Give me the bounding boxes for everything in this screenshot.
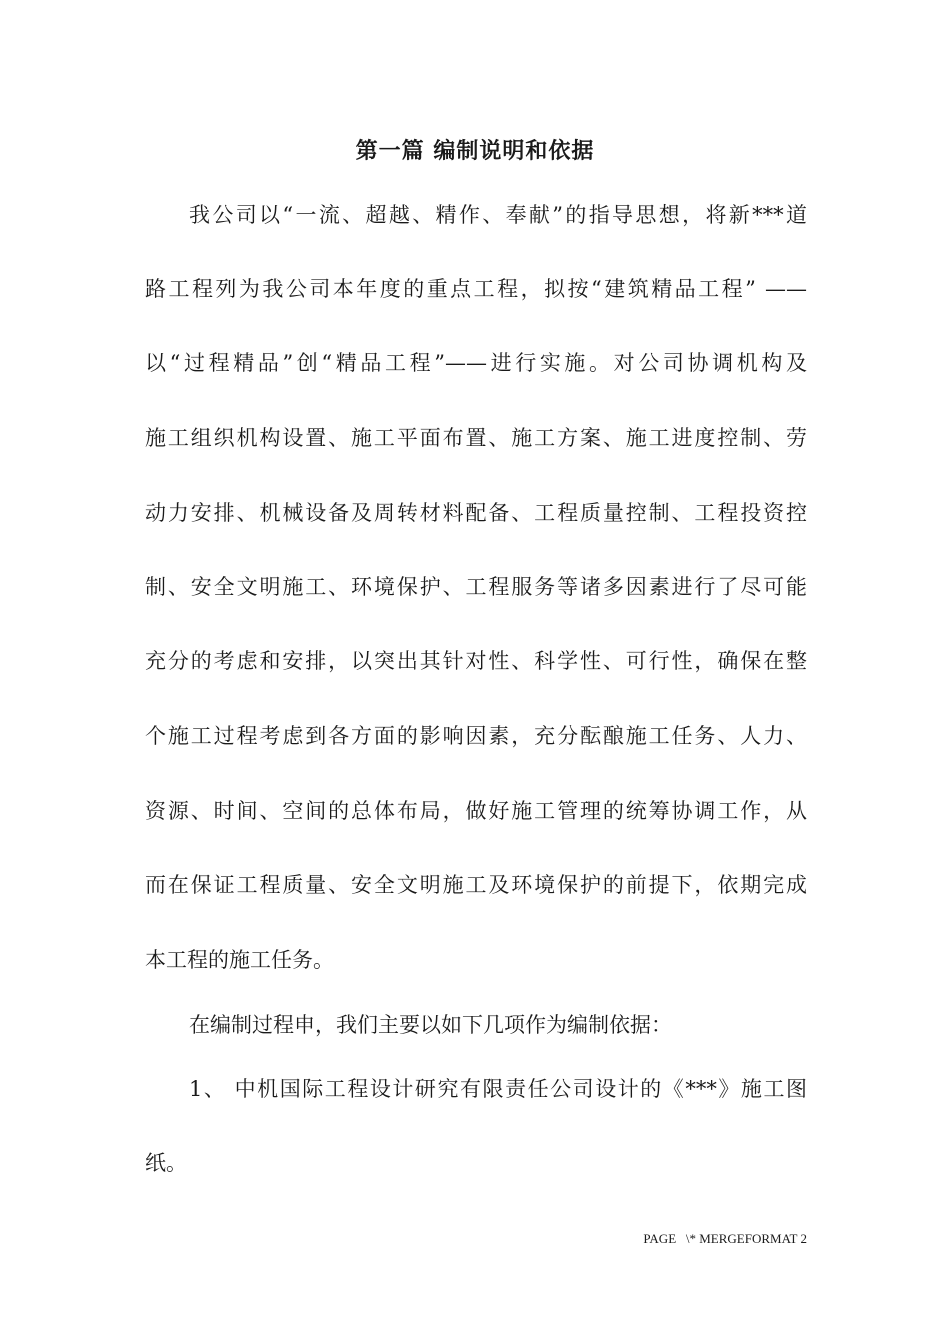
paragraph1-line: 而在保证工程质量、安全文明施工及环境保护的前提下，依期完成 bbox=[145, 873, 807, 897]
paragraph1-line: 施工组织机构设置、施工平面布置、施工方案、施工进度控制、劳 bbox=[145, 426, 807, 450]
paragraph1-line: 动力安排、机械设备及周转材料配备、工程质量控制、工程投资控 bbox=[145, 501, 807, 525]
basis-item-1-line: 1、 中机国际工程设计研究有限责任公司设计的《***》施工图 bbox=[189, 1077, 807, 1101]
page-footer-field: PAGE \* MERGEFORMAT 2 bbox=[643, 1231, 807, 1246]
paragraph1-line: 充分的考虑和安排，以突出其针对性、科学性、可行性，确保在整 bbox=[145, 649, 807, 673]
paragraph1-line: 个施工过程考虑到各方面的影响因素，充分酝酿施工任务、人力、 bbox=[145, 724, 807, 748]
paragraph1-line: 制、安全文明施工、环境保护、工程服务等诸多因素进行了尽可能 bbox=[145, 575, 807, 599]
paragraph1-line: 我公司以“一流、超越、精作、奉献”的指导思想，将新***道 bbox=[189, 203, 807, 227]
paragraph1-line: 资源、时间、空间的总体布局，做好施工管理的统筹协调工作，从 bbox=[145, 799, 807, 823]
basis-item-1-line: 纸。 bbox=[145, 1151, 187, 1175]
paragraph1-line: 本工程的施工任务。 bbox=[145, 948, 334, 972]
paragraph2: 在编制过程申，我们主要以如下几项作为编制依据： bbox=[189, 1013, 672, 1037]
paragraph1-line: 以“过程精品”创“精品工程”——进行实施。对公司协调机构及 bbox=[145, 351, 807, 375]
section-title: 第一篇 编制说明和依据 bbox=[355, 138, 595, 164]
paragraph1-line: 路工程列为我公司本年度的重点工程，拟按“建筑精品工程” —— bbox=[145, 277, 807, 301]
